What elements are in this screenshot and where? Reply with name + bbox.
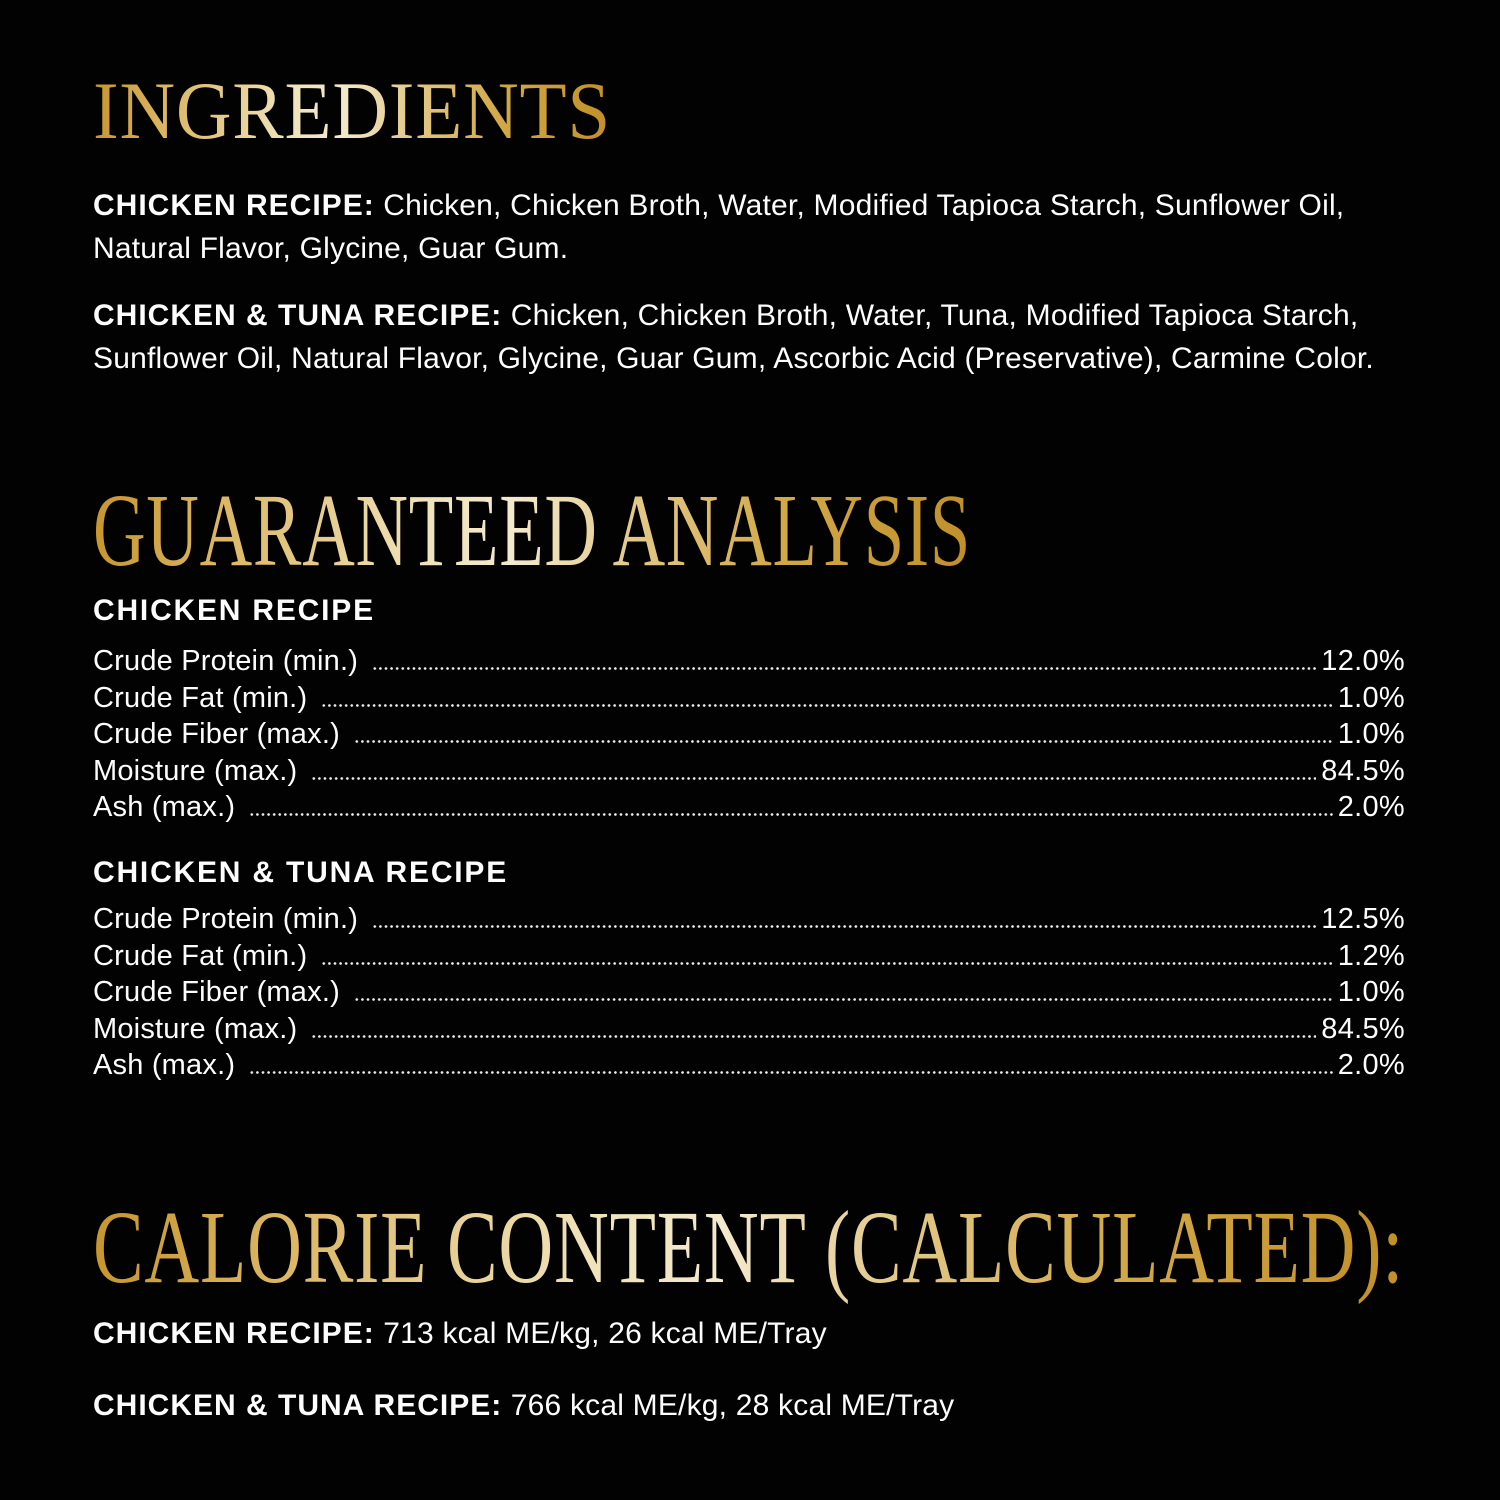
dot-leader [372, 925, 1316, 928]
row-value: 12.5% [1321, 903, 1405, 935]
chicken-tuna-recipe-subheading: CHICKEN & TUNA RECIPE [93, 856, 509, 889]
calorie-chicken-tuna-value: 766 kcal ME/kg, 28 kcal ME/Tray [510, 1389, 955, 1422]
dot-leader [354, 740, 1333, 743]
row-value: 1.0% [1337, 976, 1405, 1009]
analysis-row [93, 753, 1405, 790]
dot-leader [321, 962, 1332, 965]
calorie-content-title [93, 1188, 1500, 1308]
row-label: Crude Fiber (max.) [93, 976, 340, 1009]
row-value: 84.5% [1321, 1012, 1405, 1045]
calorie-chicken-tuna-label: CHICKEN & TUNA RECIPE: [93, 1389, 503, 1422]
calorie-line-chicken-tuna [93, 1389, 954, 1423]
chicken-tuna-recipe-analysis-table [93, 901, 1405, 1084]
analysis-row [93, 716, 1405, 753]
row-value: 2.0% [1337, 1049, 1405, 1082]
row-value: 12.0% [1321, 645, 1405, 677]
analysis-row [93, 680, 1405, 717]
row-label: Moisture (max.) [93, 754, 298, 787]
ingredients-title [93, 64, 644, 158]
calorie-chicken-value: 713 kcal ME/kg, 26 kcal ME/Tray [383, 1317, 827, 1350]
row-label: Crude Protein (min.) [93, 645, 359, 677]
dot-leader [249, 1071, 1333, 1074]
dot-leader [311, 777, 1316, 780]
chicken-recipe-ingredients: Chicken, Chicken Broth, Water, Modified Tapioca Starch, Sunflower Oil, Natural Flavor, Glycine, Guar Gum. [93, 189, 1345, 265]
row-label: Crude Fiber (max.) [93, 718, 340, 751]
analysis-row [93, 789, 1405, 826]
dot-leader [354, 998, 1333, 1001]
row-label: Ash (max.) [93, 1049, 236, 1082]
ingredients-chicken-tuna-recipe [93, 294, 1411, 380]
row-label: Crude Protein (min.) [93, 903, 359, 935]
row-label: Crude Fat (min.) [93, 681, 308, 714]
chicken-recipe-subheading: CHICKEN RECIPE [93, 594, 375, 627]
calorie-line-chicken [93, 1317, 827, 1351]
row-value: 2.0% [1337, 791, 1405, 824]
row-label: Ash (max.) [93, 791, 236, 824]
calorie-chicken-label: CHICKEN RECIPE: [93, 1317, 375, 1350]
row-value: 1.0% [1337, 681, 1405, 714]
ingredients-chicken-recipe [93, 184, 1411, 270]
chicken-tuna-recipe-label: CHICKEN & TUNA RECIPE: [93, 299, 503, 332]
row-label: Crude Fat (min.) [93, 939, 308, 972]
dot-leader [372, 667, 1316, 670]
analysis-row [93, 1047, 1405, 1084]
dot-leader [311, 1035, 1316, 1038]
ingredients-title-text: INGREDIENTS [93, 64, 611, 158]
chicken-recipe-label: CHICKEN RECIPE: [93, 189, 375, 222]
guaranteed-analysis-title [93, 471, 1347, 591]
dot-leader [249, 813, 1333, 816]
calorie-content-title-text: CALORIE CONTENT (CALCULATED): [93, 1188, 1404, 1308]
row-label: Moisture (max.) [93, 1012, 298, 1045]
guaranteed-analysis-title-text: GUARANTEED ANALYSIS [93, 471, 971, 591]
dot-leader [321, 704, 1332, 707]
row-value: 1.2% [1337, 939, 1405, 972]
analysis-row [93, 901, 1405, 938]
analysis-row [93, 974, 1405, 1011]
row-value: 1.0% [1337, 718, 1405, 751]
analysis-row [93, 643, 1405, 680]
analysis-row [93, 1011, 1405, 1048]
row-value: 84.5% [1321, 754, 1405, 787]
chicken-tuna-recipe-ingredients: Chicken, Chicken Broth, Water, Tuna, Modified Tapioca Starch, Sunflower Oil, Natural Flavor, Glycine, Guar Gum, Ascorbic Acid (Preservative), Carmine Color. [93, 299, 1374, 375]
analysis-row [93, 938, 1405, 975]
chicken-recipe-analysis-table [93, 643, 1405, 826]
